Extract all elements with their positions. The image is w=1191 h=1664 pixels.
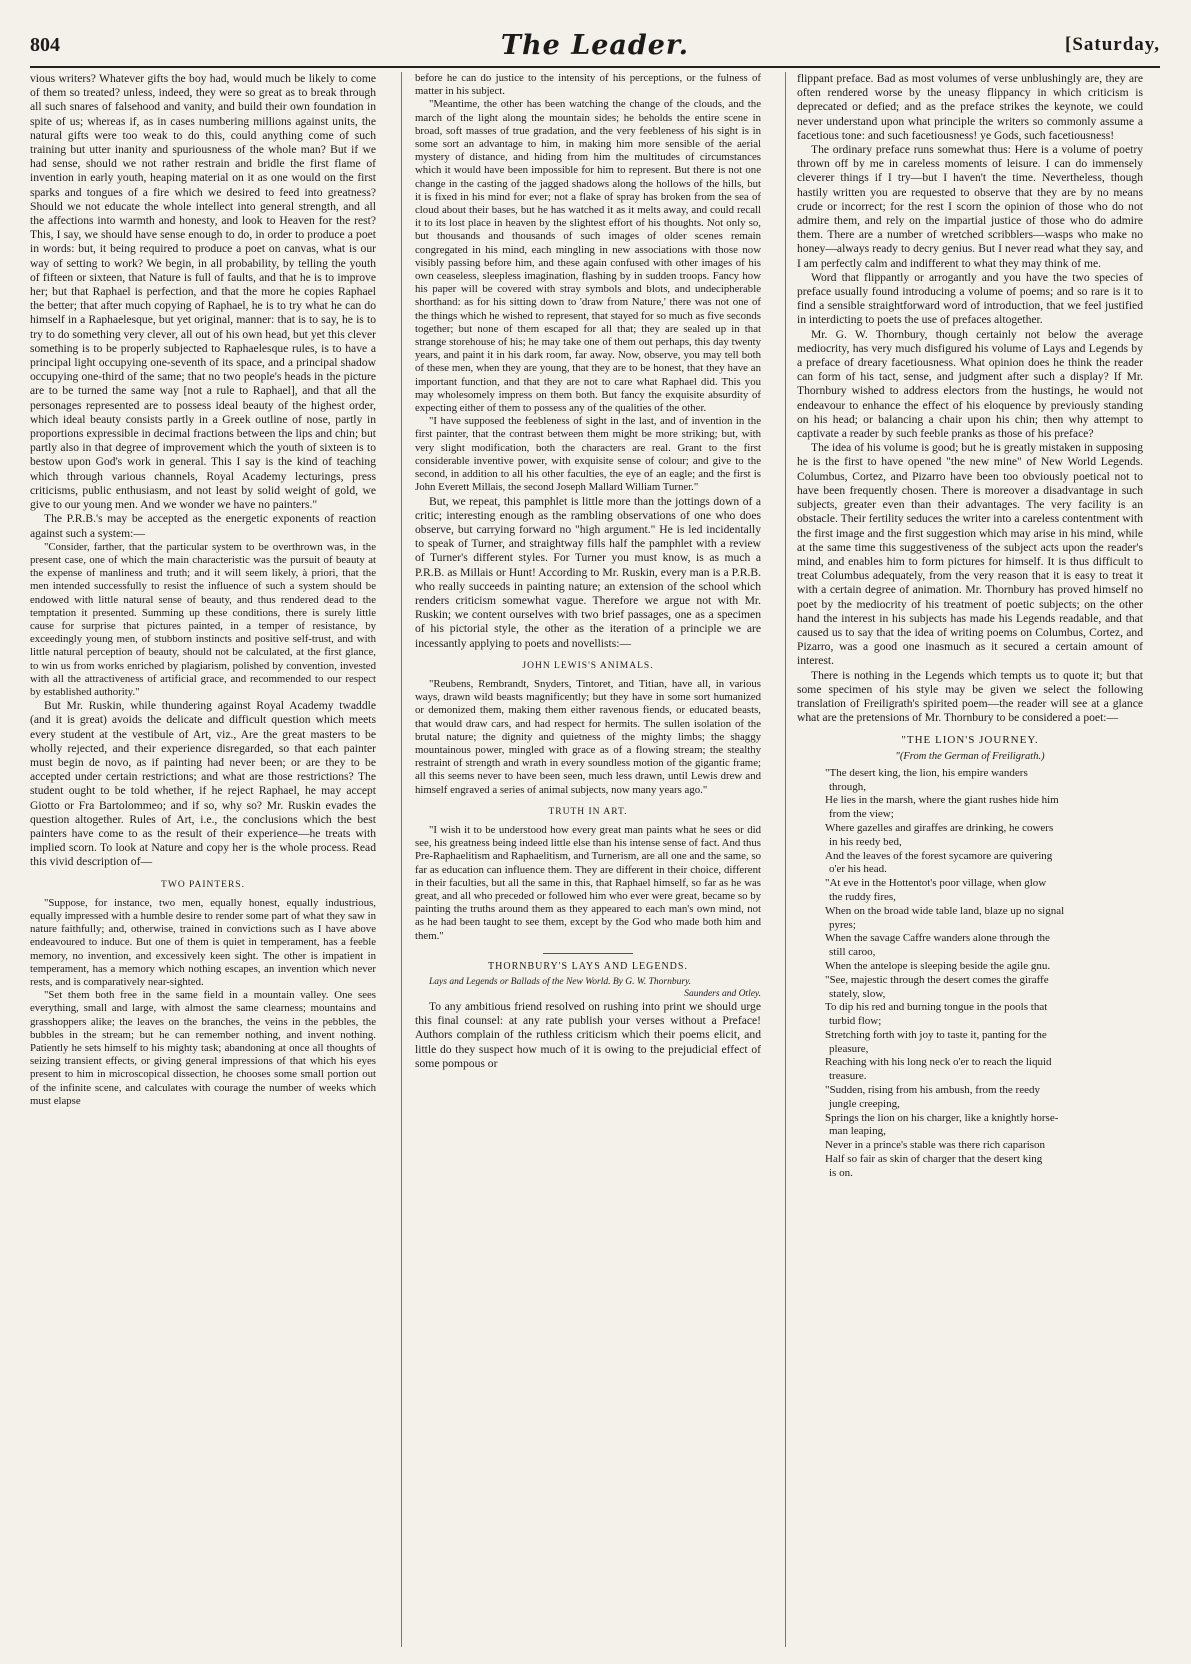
poem-line: Springs the lion on his charger, like a knightly horse-	[825, 1111, 1059, 1124]
paragraph: There is nothing in the Legends which tempts us to quote it; but that some specimen of his style may be given we select the following translation of Freiligrath's spirited poem—the reader will see at a glance what are the pretensions of Mr. Thornbury to be considered a poet:—	[797, 668, 1143, 725]
poem-line: Never in a prince's stable was there rich caparison	[825, 1139, 1046, 1152]
poem-line: stately, slow,	[829, 987, 886, 1000]
quotation: "Meantime, the other has been watching the change of the clouds, and the march of the light along the mountain sides; he beholds the entire scene in broad, soft masses of true gradation, and the very feebleness of his sight is in some sort an advantage to him, in making him more sensible of the aerial mystery of distance, and hiding from him the multitudes of circumstances which it would have been impossible for him to represent. But there is not one change in the casting of the jagged shadows along the hollows of the hills, but it is fixed in his mind for ever; not a flake of spray has broken from the sea of cloud about their bases, but he has watched it as it melts away, and could recall it to its lost place in heaven by the slightest effort of his thoughts. Not only so, but thousands and thousands of such images of older scenes remain congregated in his mind, each mingling in new associations with those now visibly passing before him, and these again confused with other images of his own ceaseless, sleepless imagination, flashing by in sudden troops. Fancy how his paper will be covered with stray symbols and blots, and undecipherable shorthand: as for his sitting down to 'draw from Nature,' there was not one of the things which he wished to represent, that stayed for so much as five seconds together; but none of them escaped for all that; they are sealed up in that strange storehouse of his; he may take one of them out perhaps, this day twenty years, and paint it in his dark room, far away. Now, observe, you may tell both of these men, when they are young, that they are to be honest, that they have an important function, and that they are not to care what Raphael did. This you may wholesomely impress on them both. But fancy the exquisite absurdity of expecting either of them to possess any of the qualities of the other.	[415, 98, 761, 415]
poem-line: "Sudden, rising from his ambush, from the reedy	[825, 1084, 1040, 1097]
poem-line: "At eve in the Hottentot's poor village, when glow	[825, 877, 1047, 890]
page-number: 804	[30, 34, 60, 56]
poem-line: Half so fair as skin of charger that the desert king	[825, 1153, 1043, 1166]
paragraph: To any ambitious friend resolved on rushing into print we should urge this final counsel: at any rate publish your verses without a Preface! Authors complain of the ruthless criticism which their poems elicit, and little do they suspect how much of it is owing to the prejudicial effect of some pompous or	[415, 1000, 761, 1070]
quotation: "Set them both free in the same field in a mountain valley. One sees everything, small and large, with almost the same clearness; mountains and grasshoppers alike; the leaves on the branches, the veins in the pebbles, the bubbles in the stream; but he can remember nothing, and invent nothing. Patiently he sets himself to his mighty task; abandoning at once all thoughts of seizing transient effects, or giving general impressions of that which his eyes present to him in microscopical dissection, he chooses some small portion out of the infinite scene, and calculates with courage the number of weeks which must elapse	[30, 989, 376, 1107]
masthead	[30, 30, 1160, 70]
section-heading: JOHN LEWIS'S ANIMALS.	[522, 660, 654, 671]
poem-line: When the savage Caffre wanders alone through the	[825, 932, 1050, 945]
poem-line: "The desert king, the lion, his empire wanders	[825, 766, 1028, 779]
column-1	[30, 72, 376, 1647]
poem-line: Stretching forth with joy to taste it, panting for the	[825, 1028, 1047, 1041]
poem-line: And the leaves of the forest sycamore are quivering	[825, 849, 1053, 862]
paragraph: Mr. G. W. Thornbury, though certainly not below the average mediocrity, has very much disfigured his volume of Lays and Legends by a preface of dreary facetiousness. What opinion does he think the reader can form of his tact, sense, and judgment after such a display? If Mr. Thornbury wished to address electors from the hustings, he would not endeavour to enhance the effect of his eloquence by previously standing on his head; or balancing a chair upon his chin; then why attempt to captivate a reader by such feeble pranks as those of his preface?	[797, 327, 1143, 441]
quotation: "Suppose, for instance, two men, equally honest, equally industrious, equally impressed with a humble desire to render some part of what they saw in nature faithfully; and, otherwise, trained in convictions such as I have above endeavoured to induce. But one of them is quiet in temperament, has a feeble memory, no invention, and excessively keen sight. The other is impatient in temperament, has a memory which nothing escapes, an invention which never rests, and is comparatively near-sighted.	[30, 896, 376, 988]
column-2	[415, 72, 761, 1647]
poem-line: "See, majestic through the desert comes the giraffe	[825, 973, 1049, 986]
paragraph: But Mr. Ruskin, while thundering against Royal Academy twaddle (and it is great) avoids the delicate and difficult question which meets every student at the vestibule of Art, viz., Are the great masters to be wholly rejected, and their experience disregarded, so that each painter must begin de novo, as if painting had never been; or are they to be accepted under certain restrictions; and what are those restrictions? The student ought to be told whether, if he reject Raphael, he may accept Giotto or Fra Bartolommeo; and if so, why so? Mr. Ruskin evades the question altogether. Rules of Art, i.e., the conclusions which the best painters have come to as the result of their experience—he treats with implied scorn. To look at Nature and copy her is the whole process. Read this vivid description of—	[30, 699, 376, 869]
poem-line: in his reedy bed,	[829, 835, 902, 848]
section-heading: TRUTH IN ART.	[548, 806, 628, 817]
poem-title: "THE LION'S JOURNEY.	[901, 734, 1039, 747]
poem-subtitle: "(From the German of Freiligrath.)	[895, 750, 1045, 762]
poem-line: still caroo,	[829, 946, 876, 959]
poem-line: When the antelope is sleeping beside the agile gnu.	[825, 959, 1051, 972]
masthead-rule	[30, 66, 1160, 68]
poem-line: turbid flow;	[829, 1015, 882, 1028]
quotation: "I wish it to be understood how every great man paints what he sees or did see, his greatness being indeed little else than his intense sense of fact. And thus Pre-Raphaelitism and Raphaelitism, and Turnerism, are all one and the same, so far as education can influence them. They are different in their choice, different in their faculties, but all the same in this, that Raphael himself, so far as he was great, and all who preceded or followed him who ever were great, became so by painting the truths around them as they appeared to each man's own mind, not as he had been taught to see them, except by the God who made both him and them."	[415, 823, 761, 942]
paragraph: The P.R.B.'s may be accepted as the energetic exponents of reaction against such a system:—	[30, 512, 376, 540]
publisher: Saunders and Otley.	[684, 989, 761, 999]
quotation: "I have supposed the feebleness of sight in the last, and of invention in the first painter, that the contrast between them might be more striking; but, with very slight modification, both the characters are real. Grant to the first considerable inventive power, with exquisite sense of colour; and give to the second, in addition to all his other faculties, the eye of an eagle; and the first is John Everett Millais, the second Joseph Mallard William Turner."	[415, 415, 761, 494]
poem-line: Where gazelles and giraffes are drinking, he cowers	[825, 821, 1054, 834]
poem-line: treasure.	[829, 1070, 867, 1083]
poem-line: jungle creeping,	[829, 1097, 900, 1110]
quotation: "Consider, farther, that the particular system to be overthrown was, in the present case, one of which the main characteristic was the pursuit of beauty at the expense of manliness and truth; and it will seem likely, à priori, that the men intended successfully to resist the influence of such a system should be endowed with little natural sense of beauty, and thus rendered dead to the temptation it presented. Summing up these conditions, there is surely little cause for surprise that pictures painted, in a temper of resistance, by exceedingly young men, of stubborn instincts and positive self-trust, and with little natural perception of beauty, should not be calculated, at the first glance, to win us from works enriched by plagiarism, polished by convention, invested with all the attractiveness of artificial grace, and recommended to our respect by established authority."	[30, 540, 376, 698]
paragraph: But, we repeat, this pamphlet is little more than the jottings down of a critic; interesting enough as the rambling observations of one who does observe, but carrying forward no "high argument." He is led incidentally to speak of Turner, and straightway fills half the pamphlet with a review of Turner's different styles. For Turner you must know, is as much a P.R.B. as Millais or Hunt! According to Mr. Ruskin, every man is a P.R.B. who really succeeds in painting nature; an extension of the school which renders criticism somewhat vague. Therefore we argue not with Mr. Ruskin; we content ourselves with two brief passages, one as a specimen of his pictorial style, the other as the iteration of a principle we are incessantly applying to poets and novellists:—	[415, 494, 761, 650]
column-divider	[785, 72, 786, 1647]
paragraph: The ordinary preface runs somewhat thus: Here is a volume of poetry thrown off by me in careless moments of leisure. I can do immensely cleverer things if I try—but I haven't the time. Nevertheless, though hastily written you are requested to observe that they are by no means crude or incorrect; for the rest I scorn the opinion of those who do not admire them, and rely on the impartial justice of those who do admire them. There are a number of wretched scribblers—wasps who make no honey—always ready to decry genius. But I never read what they say, and I am perfectly calm and indifferent to what they may think of me.	[797, 143, 1143, 270]
quotation: "Reubens, Rembrandt, Snyders, Tintoret, and Titian, have all, in various ways, drawn wild beasts magnificently; but they have in some sort humanized or demonized them, making them either ravenous fiends, or educated beasts, that would draw cars, and had respect for hermits. The sullen isolation of the brutal nature; the dignity and quietness of the mighty limbs; the shaggy mountainous power, mingled with grace as of a flowing stream; the stealthy restraint of strength and wrath in every soundless motion of the gigantic frame; all this seems never to have been seen, much less drawn, until Lewis drew and himself engraved a series of animal subjects, now many years ago."	[415, 677, 761, 796]
book-title: Lays and Legends or Ballads of the New World. By G. W. Thornbury.	[429, 977, 692, 987]
column-divider	[401, 72, 402, 1647]
poem-line: pleasure,	[829, 1042, 869, 1055]
poem-line: He lies in the marsh, where the giant rushes hide him	[825, 794, 1059, 807]
poem-line: man leaping,	[829, 1125, 886, 1138]
poem-line: through,	[829, 780, 866, 793]
quotation: before he can do justice to the intensity of his perceptions, or the fulness of matter in his subject.	[415, 72, 761, 98]
poem-line: To dip his red and burning tongue in the pools that	[825, 1001, 1048, 1014]
section-heading: TWO PAINTERS.	[161, 879, 245, 890]
poem-line: When on the broad wide table land, blaze up no signal	[825, 904, 1065, 917]
newspaper-title: The Leader.	[500, 30, 690, 61]
review-title: THORNBURY'S LAYS AND LEGENDS.	[488, 960, 688, 972]
paragraph: vious writers? Whatever gifts the boy had, would much be likely to come of them so treated? unless, indeed, they were so great as to break through all such snares of falsehood and vanity, and build their own foundation in spite of us; whereas if, as in cases numbering millions against units, the natural gifts were too weak to do this, could anything come of such training but utter inanity and spuriousness of the whole man? But if we had sense, should we not rather restrain and bridle the first flame of invention in early youth, heaping material on it as one would on the first sparks and tongues of a fire which we desired to feed into greatness? Should we not educate the whole intellect into general strength, and all the affections into warmth and honesty, and look to Heaven for the rest? This, I say, we should have sense enough to do, in order to produce a poet in words: but, it being required to produce a poet on canvas, what is our way of setting to work? We begin, in all probability, by telling the youth of fifteen or sixteen, that Nature is full of faults, and that he is to improve her; but that Raphael is perfection, and that the more he copies Raphael the better; that after much copying of Raphael, he is to try what he can do himself in a Raphaelesque, but yet original, manner: that is to say, he is to try to do something very clever, all out of his own head, but yet this clever something is to be properly subjected to Raphaelesque rules, is to have a principal light occupying one-seventh of its space, and a principal shadow occupying one-third of the same; that no two people's heads in the picture are to be turned the same way [not a rule to Raphael], and that all the personages represented are to possess ideal beauty of the highest order, which ideal beauty consists partly in a Greek outline of nose, partly in proportions expressible in decimal fractions between the lips and chin; but partly also in that degree of improvement which the youth of sixteen is to bestow upon God's work in general. This I say is the kind of teaching which through various channels, Royal Academy lecturings, press criticisms, public enthusiasm, and not least by solid weight of gold, we give to our young men. And we wonder we have no painters."	[30, 72, 376, 512]
poem-line: is on.	[829, 1166, 853, 1179]
paragraph: flippant preface. Bad as most volumes of verse unblushingly are, they are often rendered worse by the uneasy flippancy in which criticism is deprecated or defied; and as the preface strikes the keynote, we could never understand upon what principle the writers so commonly assume a facetious tone: and such facetiousness! ye Gods, such facetiousness!	[797, 72, 1143, 142]
poem-line: Reaching with his long neck o'er to reach the liquid	[825, 1056, 1052, 1069]
paragraph: The idea of his volume is good; but he is greatly mistaken in supposing he is the first to have opened "the new mine" of New World Legends. Columbus, Cortez, and Pizarro have been too obviously poetical not to have been frequently chosen. There is moreover a disadvantage in such subjects, greater even than their advantages. The very facility is an obstacle. Their fertility seduces the writer into a careless contentment with the first image and the first suggestion which may arise in his mind, while at the same time this suggestiveness of the subject acts upon the reader's mind, and enables him to form pictures for himself. It is thus difficult to treat Columbus adequately, from the very reason that it is easy to treat it with a certain degree of animation. Mr. Thornbury has proved himself no poet by the mediocrity of his treatment of poetic subjects; on the other hand the interest in his subjects has made his Legends readable, and that caused us to say that the idea of writing poems on Columbus, Cortez, and Pizarro, was a good one inasmuch as it secured a certain amount of interest.	[797, 441, 1143, 668]
book-byline	[415, 976, 761, 999]
column-3	[797, 72, 1143, 1647]
poem-line: the ruddy fires,	[829, 890, 896, 903]
poem-line: o'er his head.	[829, 863, 887, 876]
poem-line: from the view;	[829, 808, 894, 821]
poem	[797, 767, 1143, 1181]
issue-day: [Saturday,	[1065, 34, 1160, 55]
section-rule	[543, 953, 633, 954]
paragraph: Word that flippantly or arrogantly and you have the two species of preface usually found introducing a volume of poems; and so rare is it to find a sensible straightforward word of introduction, that we feel justified in interdicting to poets the use of prefaces altogether.	[797, 270, 1143, 327]
poem-line: pyres;	[829, 918, 856, 931]
